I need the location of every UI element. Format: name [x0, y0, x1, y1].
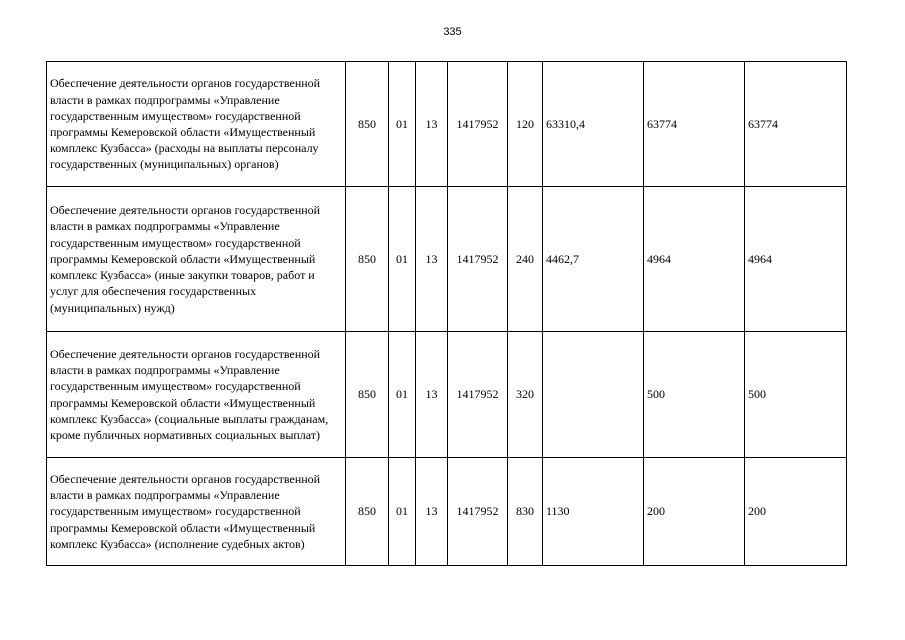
subsection-code: 13 [416, 332, 448, 458]
subsection-code: 13 [416, 458, 448, 566]
subsection-code: 13 [416, 187, 448, 332]
ministry-code: 850 [346, 458, 389, 566]
subsection-code: 13 [416, 62, 448, 187]
table-row [47, 332, 847, 458]
amount-2: 200 [644, 458, 745, 566]
section-code: 01 [389, 187, 416, 332]
expense-type-code: 320 [508, 332, 543, 458]
ministry-code: 850 [346, 332, 389, 458]
table-row [47, 187, 847, 332]
amount-3: 63774 [745, 62, 847, 187]
amount-2: 4964 [644, 187, 745, 332]
ministry-code: 850 [346, 187, 389, 332]
row-description: Обеспечение деятельности органов государственной власти в рамках подпрограммы «Управление государственным имуществом» государственной программы Кемеровской области «Имущественный комплекс Кузбасса» (иные закупки товаров, работ и услуг для обеспечения государственных (муниципальных) нужд) [47, 187, 346, 332]
expense-type-code: 120 [508, 62, 543, 187]
expense-type-code: 240 [508, 187, 543, 332]
amount-1: 63310,4 [543, 62, 644, 187]
row-description: Обеспечение деятельности органов государственной власти в рамках подпрограммы «Управление государственным имуществом» государственной программы Кемеровской области «Имущественный комплекс Кузбасса» (расходы на выплаты персоналу государственных (муниципальных) органов) [47, 62, 346, 187]
amount-1: 1130 [543, 458, 644, 566]
table-row [47, 62, 847, 187]
amount-3: 500 [745, 332, 847, 458]
amount-2: 63774 [644, 62, 745, 187]
row-description: Обеспечение деятельности органов государственной власти в рамках подпрограммы «Управление государственным имуществом» государственной программы Кемеровской области «Имущественный комплекс Кузбасса» (социальные выплаты гражданам, кроме публичных нормативных социальных выплат) [47, 332, 346, 458]
amount-3: 200 [745, 458, 847, 566]
table-row [47, 458, 847, 566]
ministry-code: 850 [346, 62, 389, 187]
expense-type-code: 830 [508, 458, 543, 566]
section-code: 01 [389, 332, 416, 458]
budget-table [46, 61, 847, 566]
target-article-code: 1417952 [448, 187, 508, 332]
row-description: Обеспечение деятельности органов государственной власти в рамках подпрограммы «Управление государственным имуществом» государственной программы Кемеровской области «Имущественный комплекс Кузбасса» (исполнение судебных актов) [47, 458, 346, 566]
amount-2: 500 [644, 332, 745, 458]
section-code: 01 [389, 62, 416, 187]
amount-1: 4462,7 [543, 187, 644, 332]
target-article-code: 1417952 [448, 62, 508, 187]
target-article-code: 1417952 [448, 332, 508, 458]
amount-1 [543, 332, 644, 458]
amount-3: 4964 [745, 187, 847, 332]
target-article-code: 1417952 [448, 458, 508, 566]
page-number: 335 [443, 26, 462, 38]
section-code: 01 [389, 458, 416, 566]
